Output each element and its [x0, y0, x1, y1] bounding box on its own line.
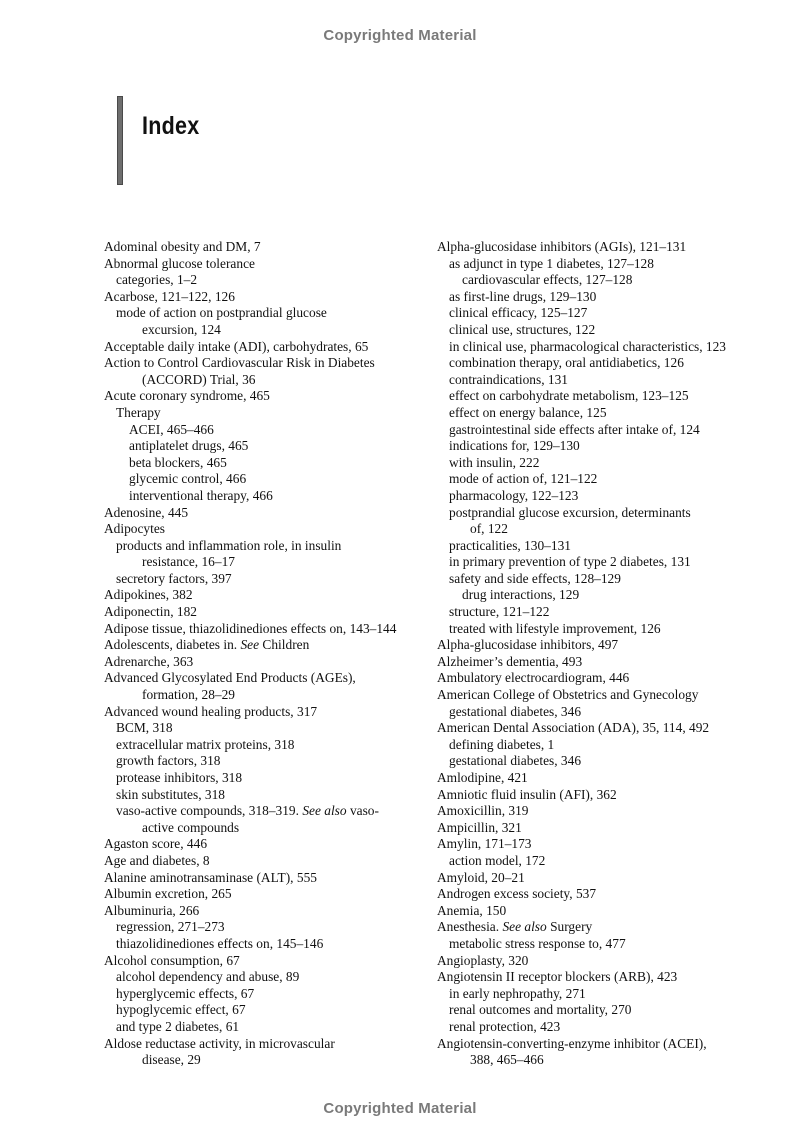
- entry-text: Amylin, 171–173: [437, 836, 532, 852]
- index-entry: [104, 289, 424, 306]
- index-subentry: [104, 422, 424, 439]
- entry-text: Alanine aminotransaminase (ALT), 555: [104, 869, 317, 885]
- index-entry: [437, 637, 782, 654]
- entry-text: Alpha-glucosidase inhibitors, 497: [437, 637, 619, 653]
- index-column-left: [104, 239, 424, 1069]
- entry-text: mode of action of, 121–122: [449, 471, 598, 487]
- entry-text: clinical efficacy, 125–127: [449, 305, 588, 321]
- index-entry-continuation: [104, 554, 424, 571]
- entry-text: as adjunct in type 1 diabetes, 127–128: [449, 255, 654, 271]
- index-entry: [437, 870, 782, 887]
- index-subentry: [437, 621, 782, 638]
- index-subentry: [437, 737, 782, 754]
- index-entry: [104, 870, 424, 887]
- entry-text: Alcohol consumption, 67: [104, 952, 240, 968]
- index-subentry: [104, 720, 424, 737]
- index-entry: [437, 720, 782, 737]
- index-entry: [437, 787, 782, 804]
- cross-reference-label: See also: [502, 919, 547, 935]
- index-subentry: [437, 1002, 782, 1019]
- entry-text: effect on carbohydrate metabolism, 123–125: [449, 388, 689, 404]
- entry-text: vaso-active compounds, 318–319.: [116, 803, 303, 819]
- index-entry-continuation: [437, 1052, 782, 1069]
- entry-text: pharmacology, 122–123: [449, 487, 579, 503]
- index-subentry: [437, 322, 782, 339]
- entry-text: Adolescents, diabetes in.: [104, 637, 241, 653]
- entry-text: as first-line drugs, 129–130: [449, 288, 597, 304]
- entry-text: Alzheimer’s dementia, 493: [437, 653, 583, 669]
- entry-text: Amniotic fluid insulin (AFI), 362: [437, 786, 617, 802]
- entry-text: action model, 172: [449, 852, 546, 868]
- index-subentry: [104, 471, 424, 488]
- index-subentry: [437, 587, 782, 604]
- index-subentry: [104, 405, 424, 422]
- index-subentry: [437, 505, 782, 522]
- copyright-watermark-top: Copyrighted Material: [323, 27, 477, 44]
- entry-text: American College of Obstetrics and Gynecology: [437, 687, 699, 703]
- entry-text: formation, 28–29: [142, 687, 235, 703]
- entry-text: disease, 29: [142, 1052, 201, 1068]
- index-entry: [104, 239, 424, 256]
- entry-text: Amyloid, 20–21: [437, 869, 525, 885]
- index-subentry: [437, 704, 782, 721]
- entry-text: in early nephropathy, 271: [449, 985, 586, 1001]
- index-entry: [437, 770, 782, 787]
- index-entry-continuation: [104, 372, 424, 389]
- index-subentry: [437, 1019, 782, 1036]
- entry-text: postprandial glucose excursion, determinants: [449, 504, 691, 520]
- entry-text: of, 122: [470, 521, 508, 537]
- entry-text: regression, 271–273: [116, 919, 225, 935]
- entry-text: Angiotensin-converting-enzyme inhibitor (ACEI),: [437, 1035, 707, 1051]
- index-subentry: [104, 438, 424, 455]
- index-subentry: [437, 488, 782, 505]
- entry-text: Adipokines, 382: [104, 587, 193, 603]
- entry-text: Acarbose, 121–122, 126: [104, 288, 235, 304]
- index-subentry: [437, 355, 782, 372]
- index-subentry: [104, 1019, 424, 1036]
- index-subentry: [437, 256, 782, 273]
- index-subentry: [104, 1002, 424, 1019]
- index-entry: [437, 969, 782, 986]
- entry-text: Albumin excretion, 265: [104, 886, 232, 902]
- entry-text: structure, 121–122: [449, 604, 550, 620]
- index-entry: [437, 820, 782, 837]
- index-entry: [104, 604, 424, 621]
- index-subentry: [104, 770, 424, 787]
- index-entry: [437, 919, 782, 936]
- entry-text: Acceptable daily intake (ADI), carbohydrates, 65: [104, 338, 369, 354]
- copyright-watermark-bottom: Copyrighted Material: [323, 1100, 477, 1117]
- entry-text: clinical use, structures, 122: [449, 321, 596, 337]
- index-entry: [437, 1036, 782, 1053]
- index-entry: [104, 1036, 424, 1053]
- index-subentry: [437, 388, 782, 405]
- index-entry: [104, 355, 424, 372]
- entry-text: antiplatelet drugs, 465: [129, 438, 249, 454]
- index-subentry: [104, 455, 424, 472]
- entry-text: in clinical use, pharmacological characteristics, 123: [449, 338, 726, 354]
- entry-text: alcohol dependency and abuse, 89: [116, 969, 300, 985]
- index-entry: [437, 903, 782, 920]
- title-accent-bar: [117, 96, 123, 185]
- entry-text: excursion, 124: [142, 321, 221, 337]
- index-entry: [437, 953, 782, 970]
- index-subentry: [437, 455, 782, 472]
- index-entry: [104, 704, 424, 721]
- index-entry: [104, 654, 424, 671]
- entry-text: Advanced wound healing products, 317: [104, 703, 318, 719]
- index-subentry: [104, 986, 424, 1003]
- entry-text: Amlodipine, 421: [437, 770, 528, 785]
- entry-text: Advanced Glycosylated End Products (AGEs),: [104, 670, 356, 686]
- index-entry: [437, 803, 782, 820]
- index-subentry: [104, 919, 424, 936]
- index-subentry: [437, 986, 782, 1003]
- index-subentry: [104, 803, 424, 820]
- index-subentry: [104, 272, 424, 289]
- index-subentry: [437, 604, 782, 621]
- entry-text: drug interactions, 129: [462, 587, 580, 603]
- entry-text: defining diabetes, 1: [449, 736, 555, 752]
- entry-text: protease inhibitors, 318: [116, 770, 243, 785]
- entry-text: products and inflammation role, in insulin: [116, 537, 342, 553]
- entry-text: treated with lifestyle improvement, 126: [449, 620, 661, 636]
- cross-reference-target: Children: [259, 637, 310, 653]
- index-entry: [437, 886, 782, 903]
- entry-text: Angioplasty, 320: [437, 952, 529, 968]
- index-subentry: [437, 422, 782, 439]
- entry-text: Ambulatory electrocardiogram, 446: [437, 670, 630, 686]
- index-subentry: [437, 554, 782, 571]
- index-subentry: [104, 305, 424, 322]
- entry-text: categories, 1–2: [116, 272, 198, 288]
- index-entry: [104, 886, 424, 903]
- entry-text: gestational diabetes, 346: [449, 753, 582, 769]
- index-entry: [104, 853, 424, 870]
- index-subentry: [437, 372, 782, 389]
- entry-text: Amoxicillin, 319: [437, 803, 529, 819]
- entry-text: ACEI, 465–466: [129, 421, 214, 437]
- entry-text: effect on energy balance, 125: [449, 404, 607, 420]
- entry-text: glycemic control, 466: [129, 471, 247, 487]
- index-subentry: [104, 936, 424, 953]
- entry-text: practicalities, 130–131: [449, 537, 571, 553]
- entry-text: Adipocytes: [104, 521, 165, 537]
- index-subentry: [104, 571, 424, 588]
- page-title: Index: [142, 112, 200, 140]
- entry-text: Androgen excess society, 537: [437, 886, 597, 902]
- entry-text: Adominal obesity and DM, 7: [104, 239, 261, 254]
- index-subentry: [104, 538, 424, 555]
- entry-text: interventional therapy, 466: [129, 487, 273, 503]
- index-entry: [104, 903, 424, 920]
- entry-text: Anesthesia.: [437, 919, 503, 935]
- index-entry: [104, 505, 424, 522]
- index-entry: [104, 621, 424, 638]
- index-subentry: [437, 339, 782, 356]
- entry-text: BCM, 318: [116, 720, 173, 736]
- index-entry: [104, 521, 424, 538]
- entry-text: Ampicillin, 321: [437, 819, 522, 835]
- entry-text: in primary prevention of type 2 diabetes, 131: [449, 554, 691, 570]
- index-entry-continuation: [104, 687, 424, 704]
- index-subentry: [104, 737, 424, 754]
- entry-text: Age and diabetes, 8: [104, 852, 210, 868]
- entry-text: hypoglycemic effect, 67: [116, 1002, 246, 1018]
- index-entry-continuation: [104, 820, 424, 837]
- index-entry: [437, 670, 782, 687]
- index-entry: [104, 836, 424, 853]
- entry-text: Adiponectin, 182: [104, 604, 197, 620]
- cross-reference-label: See also: [302, 803, 347, 819]
- index-subentry: [437, 853, 782, 870]
- entry-text: skin substitutes, 318: [116, 786, 225, 802]
- entry-text: Action to Control Cardiovascular Risk in Diabetes: [104, 355, 375, 371]
- entry-text: Albuminuria, 266: [104, 902, 200, 918]
- index-entry: [104, 953, 424, 970]
- index-subentry: [437, 753, 782, 770]
- entry-text: contraindications, 131: [449, 371, 568, 387]
- index-subentry: [437, 305, 782, 322]
- index-entry: [437, 239, 782, 256]
- index-entry: [104, 339, 424, 356]
- entry-text: indications for, 129–130: [449, 438, 580, 454]
- index-entry: [437, 836, 782, 853]
- entry-text: Adenosine, 445: [104, 504, 189, 520]
- index-entry-continuation: [437, 521, 782, 538]
- entry-text: Anemia, 150: [437, 902, 507, 918]
- cross-reference-label: See: [240, 637, 260, 653]
- entry-text: American Dental Association (ADA), 35, 114, 492: [437, 720, 710, 736]
- index-subentry: [437, 272, 782, 289]
- entry-text: combination therapy, oral antidiabetics, 126: [449, 355, 684, 371]
- index-column-right: [437, 239, 782, 1069]
- entry-text: gastrointestinal side effects after intake of, 124: [449, 421, 700, 437]
- index-subentry: [104, 488, 424, 505]
- index-subentry: [437, 405, 782, 422]
- entry-text: thiazolidinediones effects on, 145–146: [116, 935, 324, 951]
- entry-text: beta blockers, 465: [129, 454, 227, 470]
- index-subentry: [437, 571, 782, 588]
- entry-text: Agaston score, 446: [104, 836, 208, 852]
- entry-text: hyperglycemic effects, 67: [116, 985, 255, 1001]
- index-subentry: [437, 289, 782, 306]
- entry-text: Alpha-glucosidase inhibitors (AGIs), 121–131: [437, 239, 687, 254]
- cross-reference-target: Surgery: [546, 919, 593, 935]
- index-subentry: [437, 538, 782, 555]
- index-subentry: [437, 936, 782, 953]
- entry-text: mode of action on postprandial glucose: [116, 305, 327, 321]
- entry-text: secretory factors, 397: [116, 570, 232, 586]
- entry-text: Adrenarche, 363: [104, 653, 194, 669]
- entry-text: cardiovascular effects, 127–128: [462, 272, 633, 288]
- entry-text: extracellular matrix proteins, 318: [116, 736, 295, 752]
- index-subentry: [437, 471, 782, 488]
- entry-text: renal outcomes and mortality, 270: [449, 1002, 632, 1018]
- entry-text: (ACCORD) Trial, 36: [142, 371, 256, 387]
- entry-text: Aldose reductase activity, in microvascular: [104, 1035, 335, 1051]
- index-entry: [104, 256, 424, 273]
- index-entry: [437, 687, 782, 704]
- index-entry: [104, 388, 424, 405]
- entry-text: Adipose tissue, thiazolidinediones effects on, 143–144: [104, 620, 397, 636]
- index-subentry: [104, 969, 424, 986]
- index-entry: [104, 587, 424, 604]
- index-entry-continuation: [104, 322, 424, 339]
- index-entry: [104, 670, 424, 687]
- entry-text: 388, 465–466: [470, 1052, 544, 1068]
- cross-reference-target: vaso-: [346, 803, 379, 819]
- index-entry-continuation: [104, 1052, 424, 1069]
- index-subentry: [104, 753, 424, 770]
- entry-text: safety and side effects, 128–129: [449, 570, 621, 586]
- entry-text: with insulin, 222: [449, 454, 540, 470]
- entry-text: Therapy: [116, 404, 161, 420]
- index-subentry: [104, 787, 424, 804]
- entry-text: metabolic stress response to, 477: [449, 935, 626, 951]
- entry-text: Angiotensin II receptor blockers (ARB), 423: [437, 969, 678, 985]
- index-entry: [437, 654, 782, 671]
- index-entry: [104, 637, 424, 654]
- entry-text: and type 2 diabetes, 61: [116, 1018, 240, 1034]
- entry-text: renal protection, 423: [449, 1018, 561, 1034]
- entry-text: active compounds: [142, 819, 240, 835]
- entry-text: resistance, 16–17: [142, 554, 235, 570]
- entry-text: growth factors, 318: [116, 753, 221, 769]
- index-subentry: [437, 438, 782, 455]
- entry-text: Abnormal glucose tolerance: [104, 255, 255, 271]
- entry-text: Acute coronary syndrome, 465: [104, 388, 270, 404]
- entry-text: gestational diabetes, 346: [449, 703, 582, 719]
